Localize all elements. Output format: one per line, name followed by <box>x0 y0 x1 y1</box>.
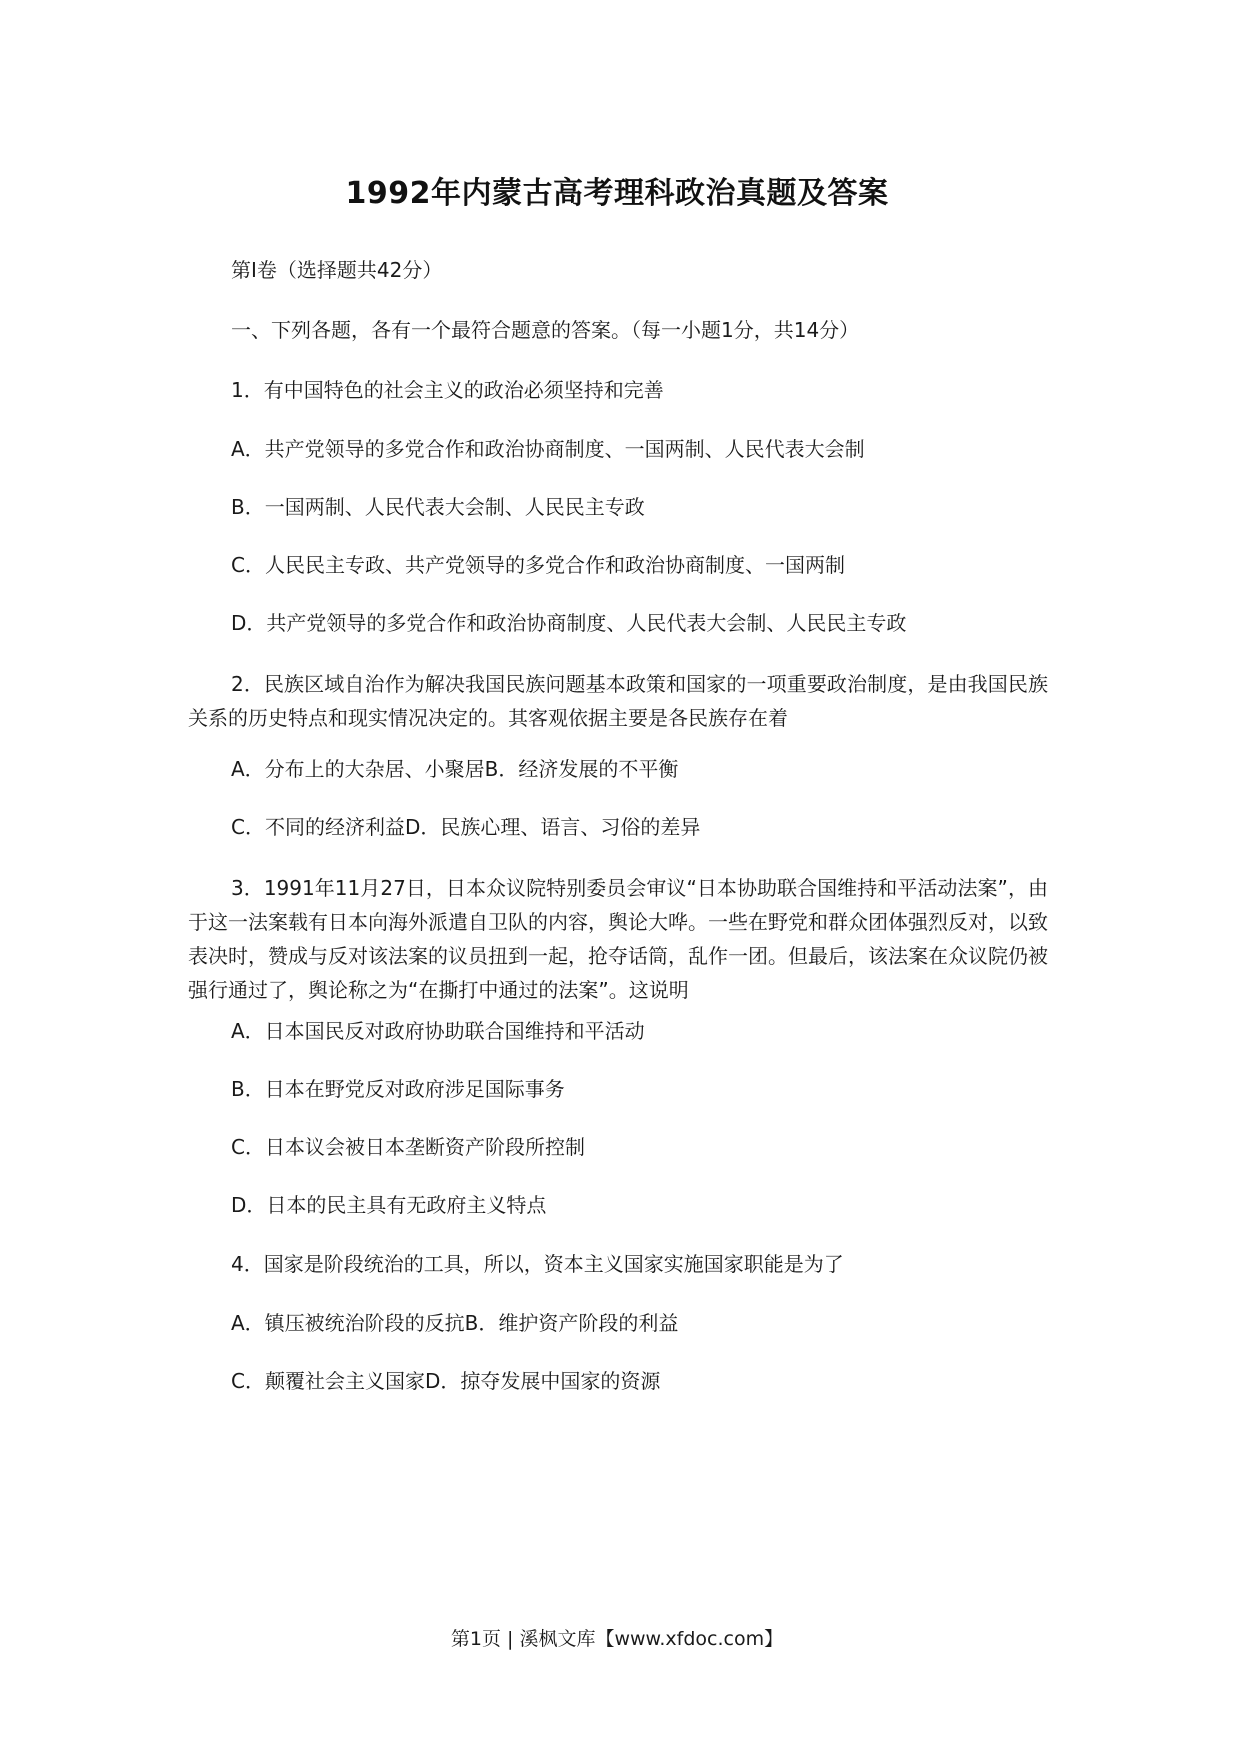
question-1-stem: 1．有中国特色的社会主义的政治必须坚持和完善 <box>231 378 664 402</box>
question-1-option-d: D．共产党领导的多党合作和政治协商制度、人民代表大会制、人民民主专政 <box>231 611 907 635</box>
question-2-option-ab: A．分布上的大杂居、小聚居B．经济发展的不平衡 <box>231 757 679 781</box>
question-3-option-a: A．日本国民反对政府协助联合国维持和平活动 <box>231 1019 645 1043</box>
question-3-option-b: B．日本在野党反对政府涉足国际事务 <box>231 1077 565 1101</box>
question-1-option-a: A．共产党领导的多党合作和政治协商制度、一国两制、人民代表大会制 <box>231 437 865 461</box>
question-4-stem: 4．国家是阶段统治的工具，所以，资本主义国家实施国家职能是为了 <box>231 1252 844 1276</box>
question-4-option-cd: C．颠覆社会主义国家D．掠夺发展中国家的资源 <box>231 1369 661 1393</box>
section-heading: 第I卷（选择题共42分） <box>231 258 443 282</box>
question-2-option-cd: C．不同的经济利益D．民族心理、语言、习俗的差异 <box>231 815 701 839</box>
question-3-option-c: C．日本议会被日本垄断资产阶段所控制 <box>231 1135 585 1159</box>
question-1-option-c: C．人民民主专政、共产党领导的多党合作和政治协商制度、一国两制 <box>231 553 845 577</box>
part-instruction: 一、下列各题，各有一个最符合题意的答案。（每一小题1分，共14分） <box>231 318 860 342</box>
question-3-option-d: D．日本的民主具有无政府主义特点 <box>231 1193 547 1217</box>
page-footer: 第1页 | 溪枫文库【www.xfdoc.com】 <box>450 1628 784 1650</box>
question-4-option-ab: A．镇压被统治阶段的反抗B．维护资产阶段的利益 <box>231 1311 679 1335</box>
question-2-stem: 2．民族区域自治作为解决我国民族问题基本政策和国家的一项重要政治制度，是由我国民族关系的历史特点和现实情况决定的。其客观依据主要是各民族存在着 <box>188 672 1048 730</box>
question-3-stem: 3．1991年11月27日，日本众议院特别委员会审议“日本协助联合国维持和平活动法案”，由于这一法案载有日本向海外派遣自卫队的内容，舆论大哗。一些在野党和群众团体强烈反对，以致表决时，赞成与反对该法案的议员扭到一起，抢夺话筒，乱作一团。但最后，该法案在众议院仍被强行通过了，舆论称之为“在撕打中通过的法案”。这说明 <box>188 876 1048 1002</box>
question-1-option-b: B．一国两制、人民代表大会制、人民民主专政 <box>231 495 645 519</box>
page-title: 1992年内蒙古高考理科政治真题及答案 <box>345 176 889 211</box>
